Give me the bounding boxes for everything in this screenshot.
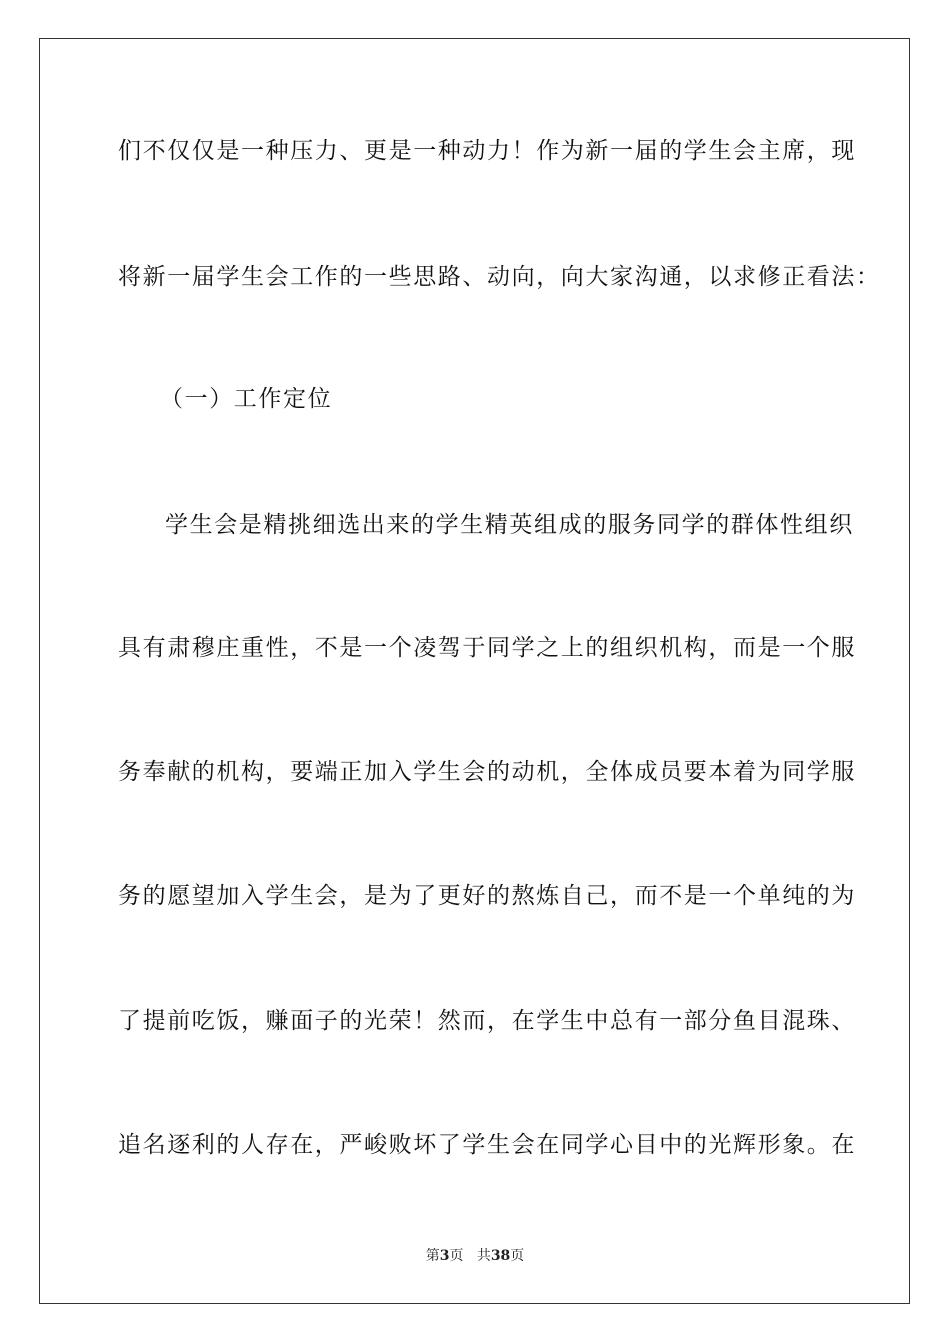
page-footer <box>0 1247 950 1265</box>
body-text-line: 学生会是精挑细选出来的学生精英组成的服务同学的群体性组织 <box>165 512 854 538</box>
page-prefix: 第 <box>425 1248 440 1264</box>
page-suffix: 页 <box>449 1248 464 1264</box>
body-text-line: 务奉献的机构，要端正加入学生会的动机，全体成员要本着为同学服 <box>118 759 856 785</box>
total-pages: 38 <box>490 1248 511 1264</box>
total-suffix: 页 <box>510 1248 525 1264</box>
total-prefix: 共 <box>476 1248 491 1264</box>
page-border <box>39 38 910 1304</box>
body-text-line: 追名逐利的人存在，严峻败坏了学生会在同学心目中的光辉形象。在 <box>118 1132 856 1158</box>
section-heading: （一）工作定位 <box>160 386 333 412</box>
body-text-line: 了提前吃饭，赚面子的光荣！然而，在学生中总有一部分鱼目混珠、 <box>118 1008 856 1034</box>
body-text-line: 务的愿望加入学生会，是为了更好的熬炼自己，而不是一个单纯的为 <box>118 883 856 909</box>
page-number: 3 <box>439 1248 450 1264</box>
body-text-line: 们不仅仅是一种压力、更是一种动力！作为新一届的学生会主席，现 <box>118 138 856 164</box>
body-text-line: 具有肃穆庄重性，不是一个凌驾于同学之上的组织机构，而是一个服 <box>118 635 856 661</box>
body-text-line: 将新一届学生会工作的一些思路、动向，向大家沟通，以求修正看法： <box>118 264 881 290</box>
